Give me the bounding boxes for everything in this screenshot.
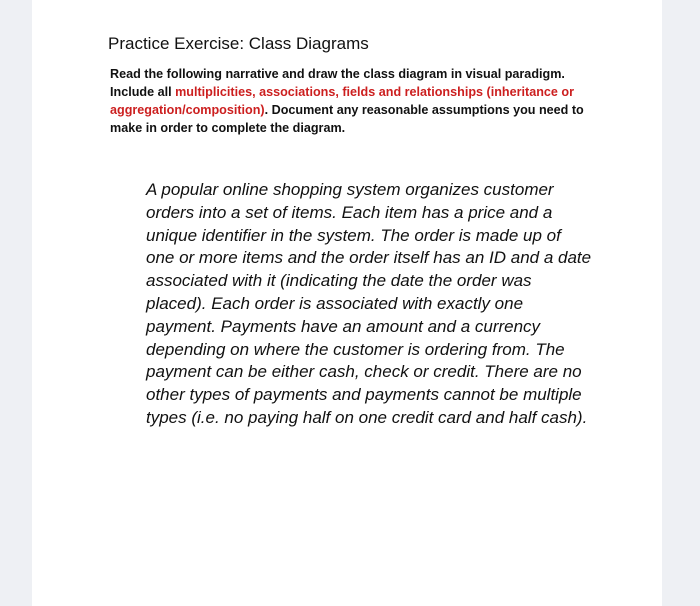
- narrative-line: orders into a set of items. Each item has a price and a: [146, 202, 553, 222]
- narrative-line: associated with it (indicating the date the order was: [146, 271, 532, 291]
- narrative-line: other types of payments and payments cannot be multiple: [146, 385, 582, 405]
- document-page: [32, 0, 662, 606]
- narrative-line: placed). Each order is associated with exactly one: [146, 293, 524, 313]
- instructions-highlight: multiplicities, associations, fields and relationships (inheritance or aggregation/composition): [110, 85, 574, 117]
- narrative-paragraph: [146, 179, 616, 430]
- narrative-line: one or more items and the order itself has an ID and a date: [146, 248, 592, 268]
- narrative-line: unique identifier in the system. The order is made up of: [146, 225, 561, 245]
- instructions-text-start: Read the following narrative and draw the class diagram in visual paradigm. Include all: [110, 67, 565, 99]
- instructions-paragraph: [110, 65, 600, 137]
- narrative-line: A popular online shopping system organizes customer: [146, 180, 554, 199]
- narrative-line: types (i.e. no paying half on one credit card and half cash).: [146, 407, 588, 427]
- page-title: Practice Exercise: Class Diagrams: [108, 34, 369, 53]
- narrative-line: depending on where the customer is ordering from. The: [146, 339, 565, 359]
- instructions-text-end: . Document any reasonable assumptions you need to make in order to complete the diagram.: [110, 103, 584, 135]
- narrative-line: payment can be either cash, check or credit. There are no: [146, 362, 582, 382]
- narrative-line: payment. Payments have an amount and a currency: [146, 316, 541, 336]
